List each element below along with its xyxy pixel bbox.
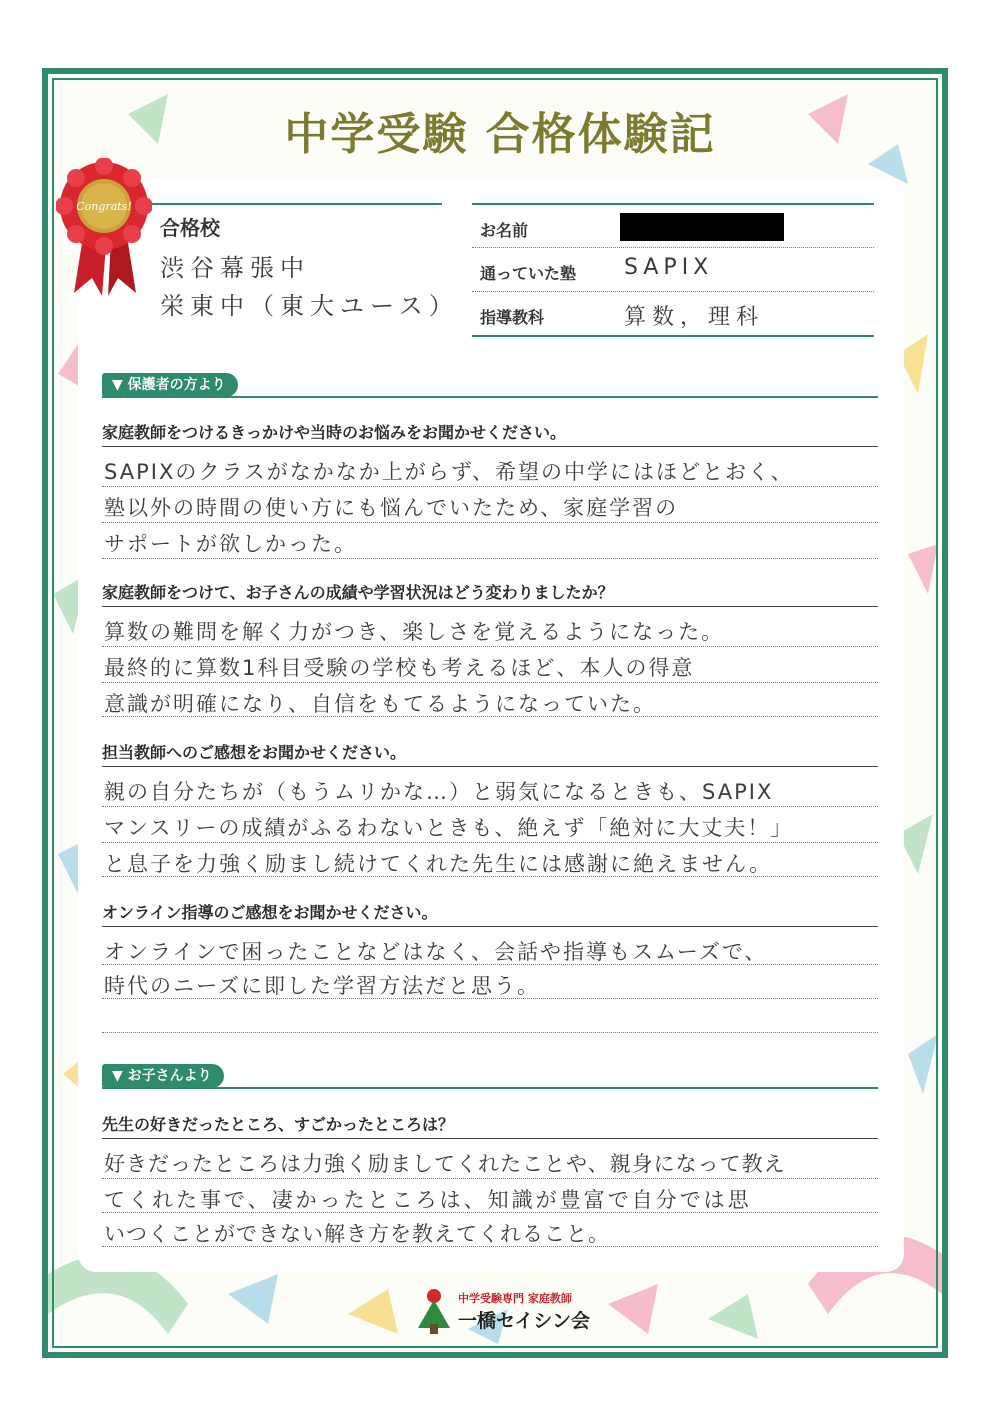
parent-section-rule	[102, 396, 878, 398]
parent-section-tag: ▼ 保護者の方より	[102, 373, 238, 397]
congrats-badge-text: Congrats!	[76, 200, 132, 213]
juku-label: 通っていた塾	[480, 264, 577, 283]
child-dot-1	[102, 1178, 878, 1179]
juku-value: SAPIX	[624, 255, 714, 280]
parent-q4-dot-1	[102, 964, 878, 965]
parent-q4-dot-3	[102, 1032, 878, 1033]
parent-q2-dot-1	[102, 646, 878, 647]
child-line-3: いつくことができない解き方を教えてくれること。	[104, 1222, 610, 1246]
parent-q1-dot-2	[102, 522, 878, 523]
parent-q3-rule	[102, 766, 878, 767]
info-bottom-rule	[472, 335, 874, 337]
child-q1: 先生の好きだったところ、すごかったところは？	[102, 1115, 455, 1134]
name-label: お名前	[480, 221, 529, 240]
parent-q3-dot-1	[102, 806, 878, 807]
child-dot-3	[102, 1246, 878, 1247]
parent-q1-dot-1	[102, 486, 878, 487]
parent-q2-dot-3	[102, 716, 878, 717]
parent-q4-line-1: オンラインで困ったことなどはなく、会話や指導もスムーズで、	[104, 940, 768, 964]
school-label: 合格校	[160, 216, 220, 240]
info-rule-2	[472, 291, 874, 292]
parent-q1-line-1: SAPIXのクラスがなかなか上がらず、希望の中学にはほどとおく、	[104, 460, 794, 484]
congrats-rosette-icon	[56, 158, 152, 298]
parent-q2: 家庭教師をつけて、お子さんの成績や学習状況はどう変わりましたか？	[102, 583, 614, 602]
child-section-tag: ▼ お子さんより	[102, 1064, 224, 1088]
school-line-2: 栄東中（東大ユース）	[160, 292, 459, 320]
parent-q1-rule	[102, 446, 878, 447]
parent-q2-line-2: 最終的に算数1科目受験の学校も考えるほど、本人の得意	[104, 656, 695, 680]
child-dot-2	[102, 1212, 878, 1213]
name-redaction	[620, 213, 784, 241]
info-top-rule	[472, 203, 874, 205]
footer-brand: 一橋セイシン会	[458, 1310, 590, 1332]
parent-q2-line-1: 算数の難問を解く力がつき、楽しさを覚えるようになった。	[104, 620, 725, 644]
parent-q4-dot-2	[102, 998, 878, 999]
subject-label: 指導教科	[480, 308, 545, 327]
subject-value: 算数，理科	[624, 305, 765, 330]
parent-q3-line-1: 親の自分たちが（もうムリかな…）と弱気になるときも、SAPIX	[104, 780, 774, 804]
parent-q3-line-3: と息子を力強く励まし続けてくれた先生には感謝に絶えません。	[104, 852, 773, 876]
parent-q1: 家庭教師をつけるきっかけや当時のお悩みをお聞かせください。	[102, 423, 567, 442]
footer-tagline: 中学受験専門 家庭教師	[458, 1292, 572, 1305]
parent-q2-rule	[102, 606, 878, 607]
school-top-rule	[152, 203, 442, 205]
parent-q3-line-2: マンスリーの成績がふるわないときも、絶えず「絶対に大丈夫！」	[104, 816, 794, 840]
content-card	[78, 178, 904, 1272]
parent-q1-line-2: 塾以外の時間の使い方にも悩んでいたため、家庭学習の	[104, 496, 679, 520]
brand-logo	[414, 1288, 594, 1336]
parent-q3-dot-3	[102, 876, 878, 877]
child-line-1: 好きだったところは力強く励ましてくれたことや、親身になって教え	[104, 1152, 786, 1176]
school-line-1: 渋谷幕張中	[160, 254, 310, 282]
parent-q3-dot-2	[102, 842, 878, 843]
child-section-rule	[102, 1087, 878, 1089]
parent-q4-line-2: 時代のニーズに即した学習方法だと思う。	[104, 974, 540, 998]
parent-q1-dot-3	[102, 558, 878, 559]
child-line-2: てくれた事で、凄かったところは、知識が豊富で自分では思	[104, 1188, 752, 1212]
parent-q4-rule	[102, 926, 878, 927]
child-q1-rule	[102, 1138, 878, 1139]
tree-logo-icon	[414, 1288, 454, 1334]
info-rule-1	[472, 247, 874, 248]
parent-q3: 担当教師へのご感想をお聞かせください。	[102, 743, 407, 762]
parent-q1-line-3: サポートが欲しかった。	[104, 532, 357, 556]
page-title: 中学受験 合格体験記	[284, 109, 716, 160]
parent-q2-dot-2	[102, 682, 878, 683]
parent-q4: オンライン指導のご感想をお聞かせください。	[102, 903, 438, 922]
parent-q2-line-3: 意識が明確になり、自信をもてるようになっていた。	[104, 692, 656, 716]
